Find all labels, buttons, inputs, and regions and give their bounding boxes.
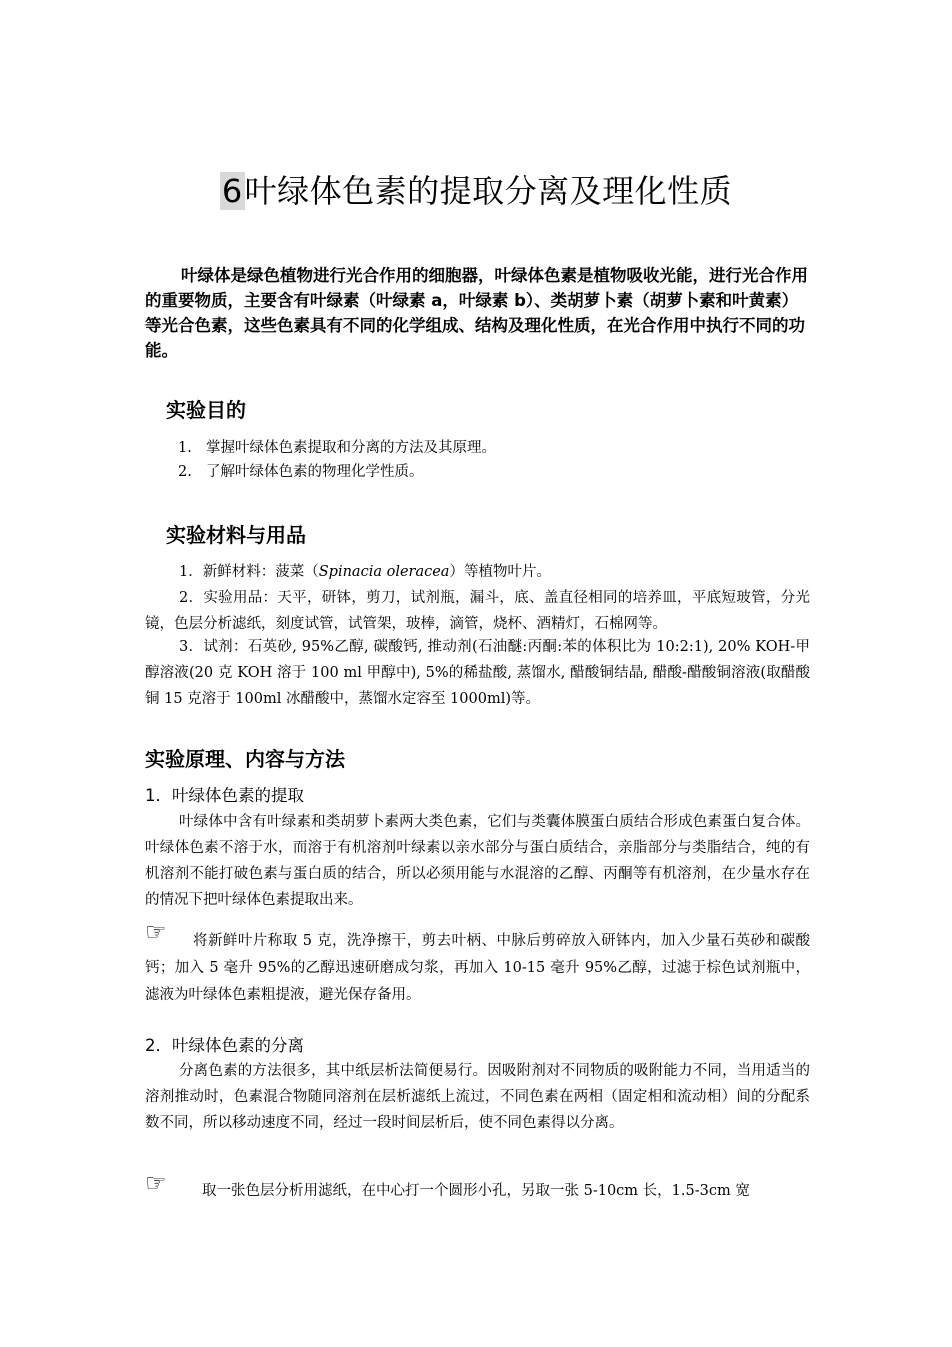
list-index: 2. — [178, 464, 192, 480]
pointing-hand-icon: ☞ — [145, 918, 167, 946]
title-text: 叶绿体色素的提取分离及理化性质 — [244, 172, 733, 210]
principle-heading: 实验原理、内容与方法 — [145, 747, 345, 771]
list-text: 掌握叶绿体色素提取和分离的方法及其原理。 — [206, 440, 496, 456]
list-index: 1. — [178, 440, 192, 456]
section-1-step: 将新鲜叶片称取 5 克，洗净擦干，剪去叶柄、中脉后剪碎放入研钵内，加入少量石英砂和碳酸钙；加入 5 毫升 95%的乙醇迅速研磨成匀浆，再加入 10-15 毫升 95%乙醇，过滤于棕色试剂瓶中，滤液为叶绿体色素粗提液，避光保存备用。 — [145, 933, 810, 1003]
materials-item-1-prefix: 1．新鲜材料：菠菜（ — [179, 564, 319, 580]
pointing-hand-icon: ☞ — [145, 1169, 167, 1197]
purpose-list — [178, 436, 798, 484]
section-2-step: 取一张色层分析用滤纸，在中心打一个圆形小孔，另取一张 5-10cm 长，1.5-3cm 宽 — [202, 1183, 750, 1199]
materials-item-1 — [145, 559, 810, 585]
materials-item-2: 2．实验用品：天平，研钵，剪刀，试剂瓶，漏斗，底、盖直径相同的培养皿，平底短玻管，分光镜，色层分析滤纸，刻度试管，试管架，玻棒，滴管，烧杯、酒精灯，石棉网等。 — [145, 590, 810, 632]
materials-heading: 实验材料与用品 — [166, 523, 306, 547]
list-text: 了解叶绿体色素的物理化学性质。 — [206, 464, 424, 480]
intro-paragraph: 叶绿体是绿色植物进行光合作用的细胞器，叶绿体色素是植物吸收光能，进行光合作用的重要物质，主要含有叶绿素（叶绿素 a，叶绿素 b）、类胡萝卜素（胡萝卜素和叶黄素）等光合色素，这些色素具有不同的化学组成、结构及理化性质，在光合作用中执行不同的功能。 — [145, 266, 808, 360]
materials-item-3: 3．试剂：石英砂, 95%乙醇, 碳酸钙, 推动剂(石油醚:丙酮:苯的体积比为 10:2:1), 20% KOH-甲醇溶液(20 克 KOH 溶于 100 ml 甲醇中), 5%的稀盐酸, 蒸馏水, 醋酸铜结晶, 醋酸-醋酸铜溶液(取醋酸铜 15 克溶于 100ml 冰醋酸中，蒸馏水定容至 1000ml)等。 — [145, 639, 810, 707]
purpose-heading: 实验目的 — [166, 398, 246, 422]
page-title — [0, 166, 952, 216]
section-2-heading: 2．叶绿体色素的分离 — [145, 1036, 304, 1055]
list-item — [178, 436, 798, 460]
latin-name: Spinacia oleracea — [318, 564, 450, 580]
section-2-text: 分离色素的方法很多，其中纸层析法简便易行。因吸附剂对不同物质的吸附能力不同，当用适当的溶剂推动时，色素混合物随同溶剂在层析滤纸上流过，不同色素在两相（固定相和流动相）间的分配系数不同，所以移动速度不同，经过一段时间层析后，使不同色素得以分离。 — [145, 1063, 810, 1131]
section-1-text: 叶绿体中含有叶绿素和类胡萝卜素两大类色素，它们与类囊体膜蛋白质结合形成色素蛋白复合体。叶绿体色素不溶于水，而溶于有机溶剂叶绿素以亲水部分与蛋白质结合，亲脂部分与类脂结合，纯的有机溶剂不能打破色素与蛋白质的结合，所以必须用能与水混溶的乙醇、丙酮等有机溶剂，在少量水存在的情况下把叶绿体色素提取出来。 — [145, 814, 810, 908]
list-item — [178, 460, 798, 484]
title-number: 6 — [221, 172, 243, 210]
materials-item-1-suffix: ）等植物叶片。 — [449, 564, 551, 580]
section-1-heading: 1．叶绿体色素的提取 — [145, 786, 304, 805]
